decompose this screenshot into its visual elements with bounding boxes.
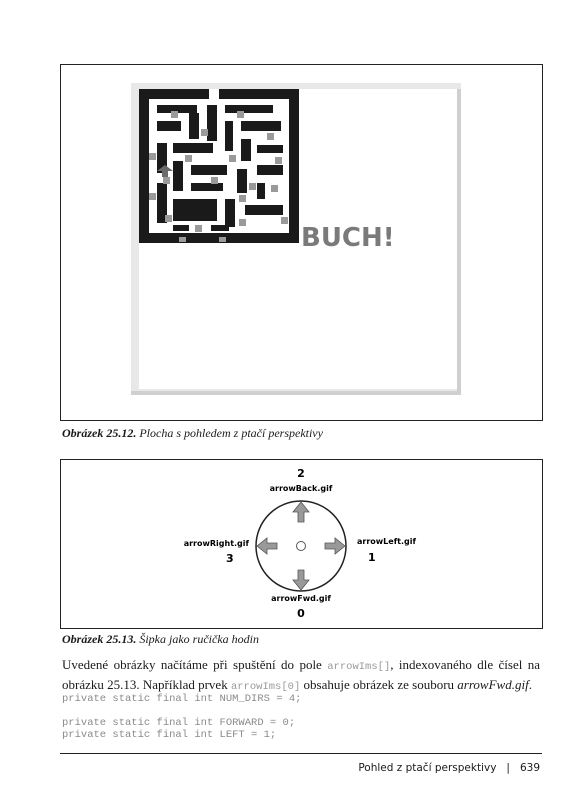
maze <box>139 89 299 243</box>
figure-1-caption-text: Plocha s pohledem z ptačí perspektivy <box>139 426 323 440</box>
figure-2-caption-label: Obrázek 25.13. <box>62 632 137 646</box>
label-top-name: arrowBack.gif <box>269 484 333 493</box>
arrow-left-gif-icon <box>325 538 345 554</box>
footer-separator: | <box>506 762 510 774</box>
paragraph-text-4: . <box>528 677 532 692</box>
page-number: 639 <box>519 762 540 774</box>
label-right-number: 1 <box>368 551 376 564</box>
file-name-arrowfwd: arrowFwd.gif <box>457 677 529 692</box>
paragraph-text-1: Uvedené obrázky načítáme při spuštění do pole <box>62 657 328 672</box>
figure-2-caption-text: Šipka jako ručička hodin <box>139 632 259 646</box>
page-footer <box>358 762 540 774</box>
label-top-number: 2 <box>297 467 305 480</box>
clock-center <box>297 542 306 551</box>
inline-code-arrowims: arrowIms[] <box>327 661 391 673</box>
body-paragraph <box>62 656 540 696</box>
arrow-right-gif-icon <box>257 538 277 554</box>
arrow-back-icon <box>293 502 309 522</box>
code-line-1: private static final int NUM_DIRS = 4; <box>62 693 302 705</box>
code-line-2: private static final int FORWARD = 0; <box>62 717 296 729</box>
label-right-name: arrowLeft.gif <box>357 537 416 546</box>
inline-code-arrowims-0: arrowIms[0] <box>230 681 301 693</box>
label-bottom-number: 0 <box>297 607 305 620</box>
footer-rule <box>60 753 542 754</box>
buch-text: BUCH! <box>301 223 395 253</box>
maze-board-image <box>61 65 542 420</box>
code-line-3: private static final int LEFT = 1; <box>62 729 277 741</box>
arrow-clock-diagram <box>61 460 542 628</box>
figure-1-caption <box>62 426 323 441</box>
paragraph-text-2: , indexovaného dle čísel na obrázku 25.13. Například prvek <box>62 657 540 692</box>
arrow-fwd-icon <box>293 570 309 590</box>
figure-2-caption <box>62 632 259 647</box>
label-left-name: arrowRight.gif <box>183 539 249 548</box>
figure-1-caption-label: Obrázek 25.12. <box>62 426 137 440</box>
label-bottom-name: arrowFwd.gif <box>271 594 331 603</box>
paragraph-text-3: obsahuje obrázek ze souboru <box>300 677 458 692</box>
label-left-number: 3 <box>226 552 234 565</box>
figure-1-frame <box>60 64 543 421</box>
figure-2-frame <box>60 459 543 629</box>
footer-section-title: Pohled z ptačí perspektivy <box>358 762 497 774</box>
